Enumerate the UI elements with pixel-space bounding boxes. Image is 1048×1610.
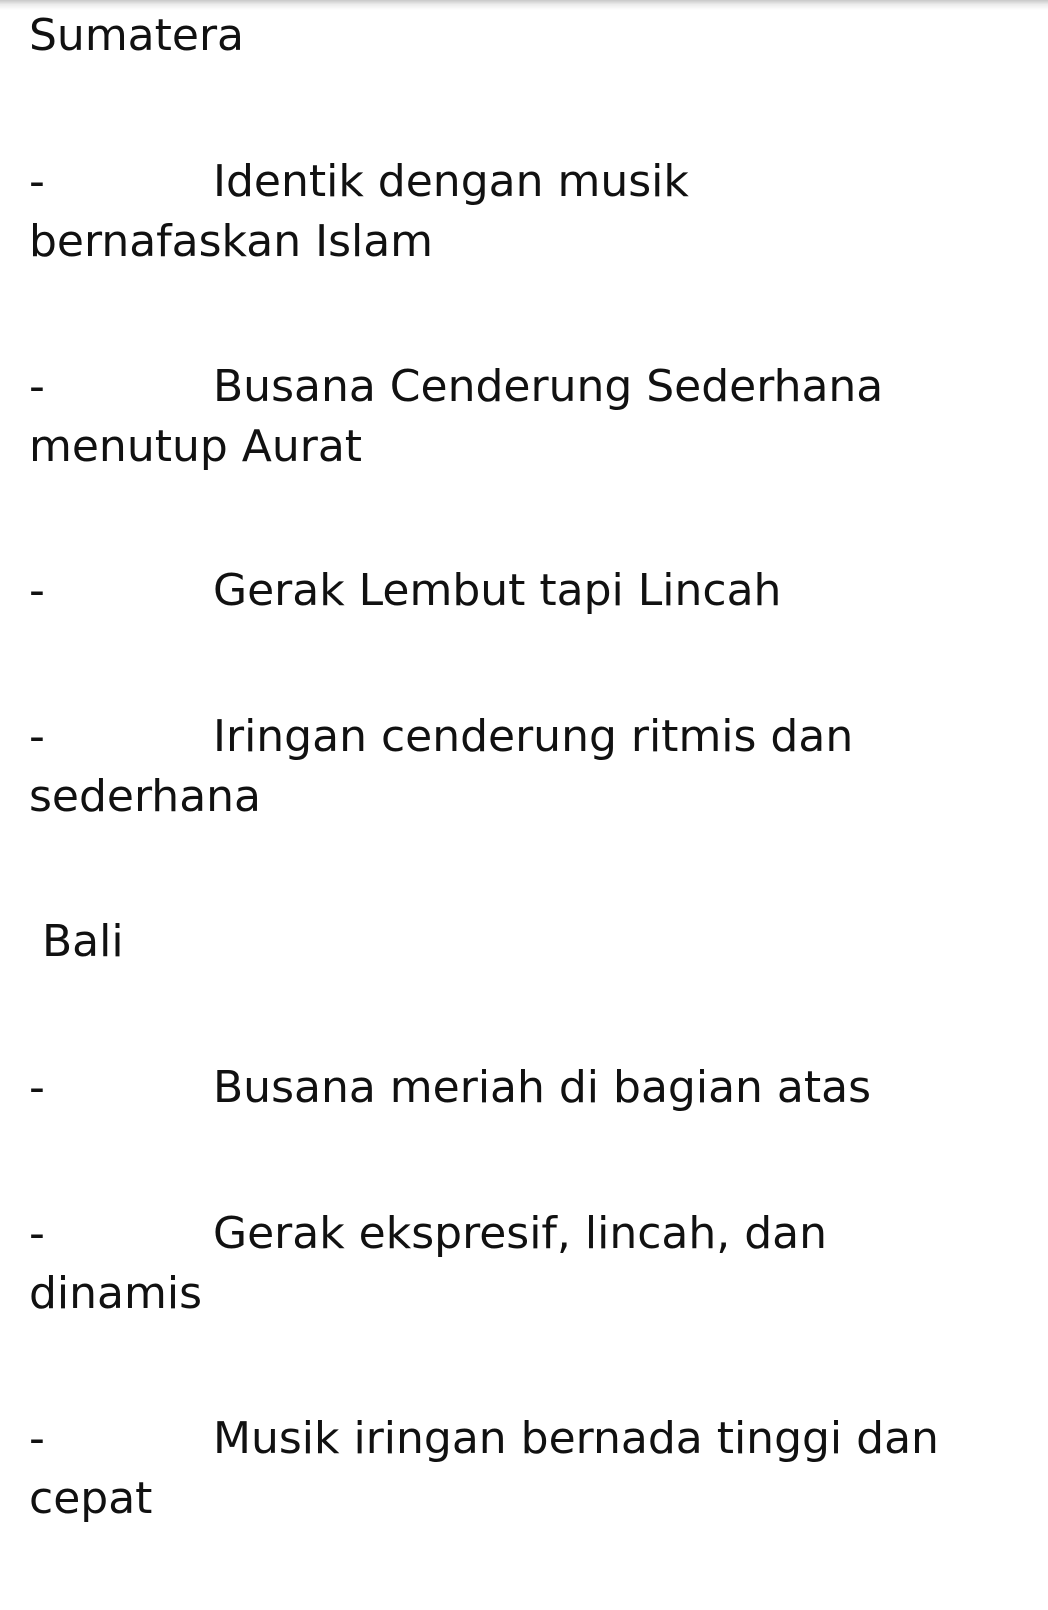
list-item-continuation: menutup Aurat [29, 421, 363, 472]
list-item-continuation: sederhana [29, 771, 262, 822]
list-item-text: Busana meriah di bagian atas [213, 1062, 872, 1113]
list-item-text: Gerak ekspresif, lincah, dan [213, 1208, 828, 1259]
list-item-continuation: bernafaskan Islam [29, 216, 434, 267]
section-heading-bali: Bali [42, 916, 124, 967]
list-item-text: Busana Cenderung Sederhana [213, 361, 884, 412]
list-item-continuation: cepat [29, 1473, 153, 1524]
list-item-text: Musik iringan bernada tinggi dan [213, 1413, 939, 1464]
bullet-dash: - [29, 1062, 45, 1113]
bullet-dash: - [29, 1208, 45, 1259]
list-item-text: Identik dengan musik [213, 156, 689, 207]
bullet-dash: - [29, 156, 45, 207]
list-item-text: Gerak Lembut tapi Lincah [213, 565, 782, 616]
bullet-dash: - [29, 565, 45, 616]
list-item-continuation: dinamis [29, 1268, 203, 1319]
bullet-dash: - [29, 361, 45, 412]
bullet-dash: - [29, 1413, 45, 1464]
list-item-text: Iringan cenderung ritmis dan [213, 711, 854, 762]
bullet-dash: - [29, 711, 45, 762]
section-heading-sumatera: Sumatera [29, 10, 245, 61]
